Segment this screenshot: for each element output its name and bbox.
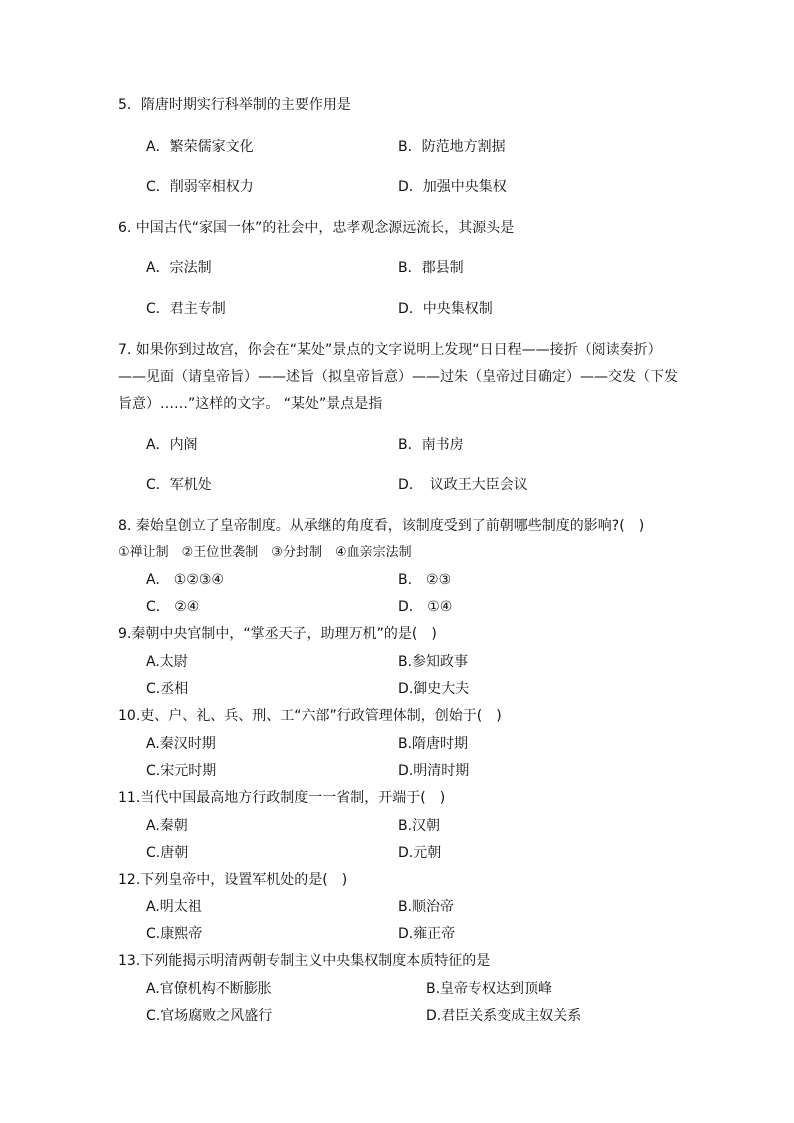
question-5-stem: 5．隋唐时期实行科举制的主要作用是 xyxy=(118,97,351,113)
question-10-option-c: C.宋元时期 xyxy=(146,763,217,779)
question-10-option-d: D.明清时期 xyxy=(398,763,470,779)
question-13-option-c: C.官场腐败之风盛行 xyxy=(146,1008,273,1024)
question-7-option-d: D． 议政王大臣会议 xyxy=(398,477,528,493)
question-8-option-c: C. ②④ xyxy=(146,599,200,615)
question-8-option-a: A. ①②③④ xyxy=(146,572,224,588)
question-11-stem: 11.当代中国最高地方行政制度一一省制，开端于( ) xyxy=(118,790,446,806)
question-8-option-d: D. ①④ xyxy=(398,599,453,615)
question-6-option-c: C．君主专制 xyxy=(146,301,226,317)
question-12-option-b: B.顺治帝 xyxy=(398,899,455,915)
question-11-option-d: D.元朝 xyxy=(398,845,442,861)
question-6-stem: 6. 中国古代“家国一体”的社会中，忠孝观念源远流长，其源头是 xyxy=(118,220,515,236)
question-6-option-d: D．中央集权制 xyxy=(398,301,493,317)
question-10-option-b: B.隋唐时期 xyxy=(398,736,469,752)
question-12-stem: 12.下列皇帝中，设置军机处的是( ) xyxy=(118,872,348,888)
question-8-option-b: B. ②③ xyxy=(398,572,452,588)
question-8-choices: ①禅让制 ②王位世袭制 ③分封制 ④血亲宗法制 xyxy=(118,545,412,560)
question-13-option-b: B.皇帝专权达到顶峰 xyxy=(426,981,553,997)
question-6-option-b: B．郡县制 xyxy=(398,260,464,276)
question-8-stem: 8. 秦始皇创立了皇帝制度。从承继的角度看，该制度受到了前朝哪些制度的影响?( ) xyxy=(118,518,645,534)
question-12-option-d: D.雍正帝 xyxy=(398,926,456,942)
question-7-option-b: B．南书房 xyxy=(398,437,464,453)
question-13-option-a: A.官僚机构不断膨胀 xyxy=(146,981,272,997)
question-6-option-a: A．宗法制 xyxy=(146,260,212,276)
question-9-option-d: D.御史大夫 xyxy=(398,681,470,697)
question-7-option-a: A．内阁 xyxy=(146,437,198,453)
question-11-option-b: B.汉朝 xyxy=(398,818,441,834)
question-11-option-a: A.秦朝 xyxy=(146,818,188,834)
question-5-option-c: C．削弱宰相权力 xyxy=(146,179,254,195)
question-7-stem-line-3: 旨意）……”这样的文字。 “某处”景点是指 xyxy=(118,396,383,412)
question-12-option-c: C.康熙帝 xyxy=(146,926,203,942)
question-7-stem-line-2: ——见面（请皇帝旨）——述旨（拟皇帝旨意）——过朱（皇帝过目确定）——交发（下发 xyxy=(118,369,678,385)
question-12-option-a: A.明太祖 xyxy=(146,899,202,915)
question-5-option-a: A．繁荣儒家文化 xyxy=(146,139,254,155)
question-5-option-d: D．加强中央集权 xyxy=(398,179,507,195)
question-10-stem: 10.吏、户、礼、兵、刑、工“六部”行政管理体制，创始于( ) xyxy=(118,708,502,724)
question-9-option-a: A.太尉 xyxy=(146,654,188,670)
question-9-option-c: C.丞相 xyxy=(146,681,189,697)
question-5-option-b: B．防范地方割据 xyxy=(398,139,506,155)
question-9-stem: 9.秦朝中央官制中，“掌丞天子，助理万机”的是( ) xyxy=(118,626,437,642)
question-11-option-c: C.唐朝 xyxy=(146,845,189,861)
question-9-option-b: B.参知政事 xyxy=(398,654,469,670)
question-13-option-d: D.君臣关系变成主奴关系 xyxy=(426,1008,582,1024)
question-10-option-a: A.秦汉时期 xyxy=(146,736,216,752)
question-7-option-c: C．军机处 xyxy=(146,477,212,493)
question-13-stem: 13.下列能揭示明清两朝专制主义中央集权制度本质特征的是 xyxy=(118,953,491,969)
question-7-stem-line-1: 7. 如果你到过故宫，你会在“某处”景点的文字说明上发现“日日程——接折（阅读奏折） xyxy=(118,342,662,358)
